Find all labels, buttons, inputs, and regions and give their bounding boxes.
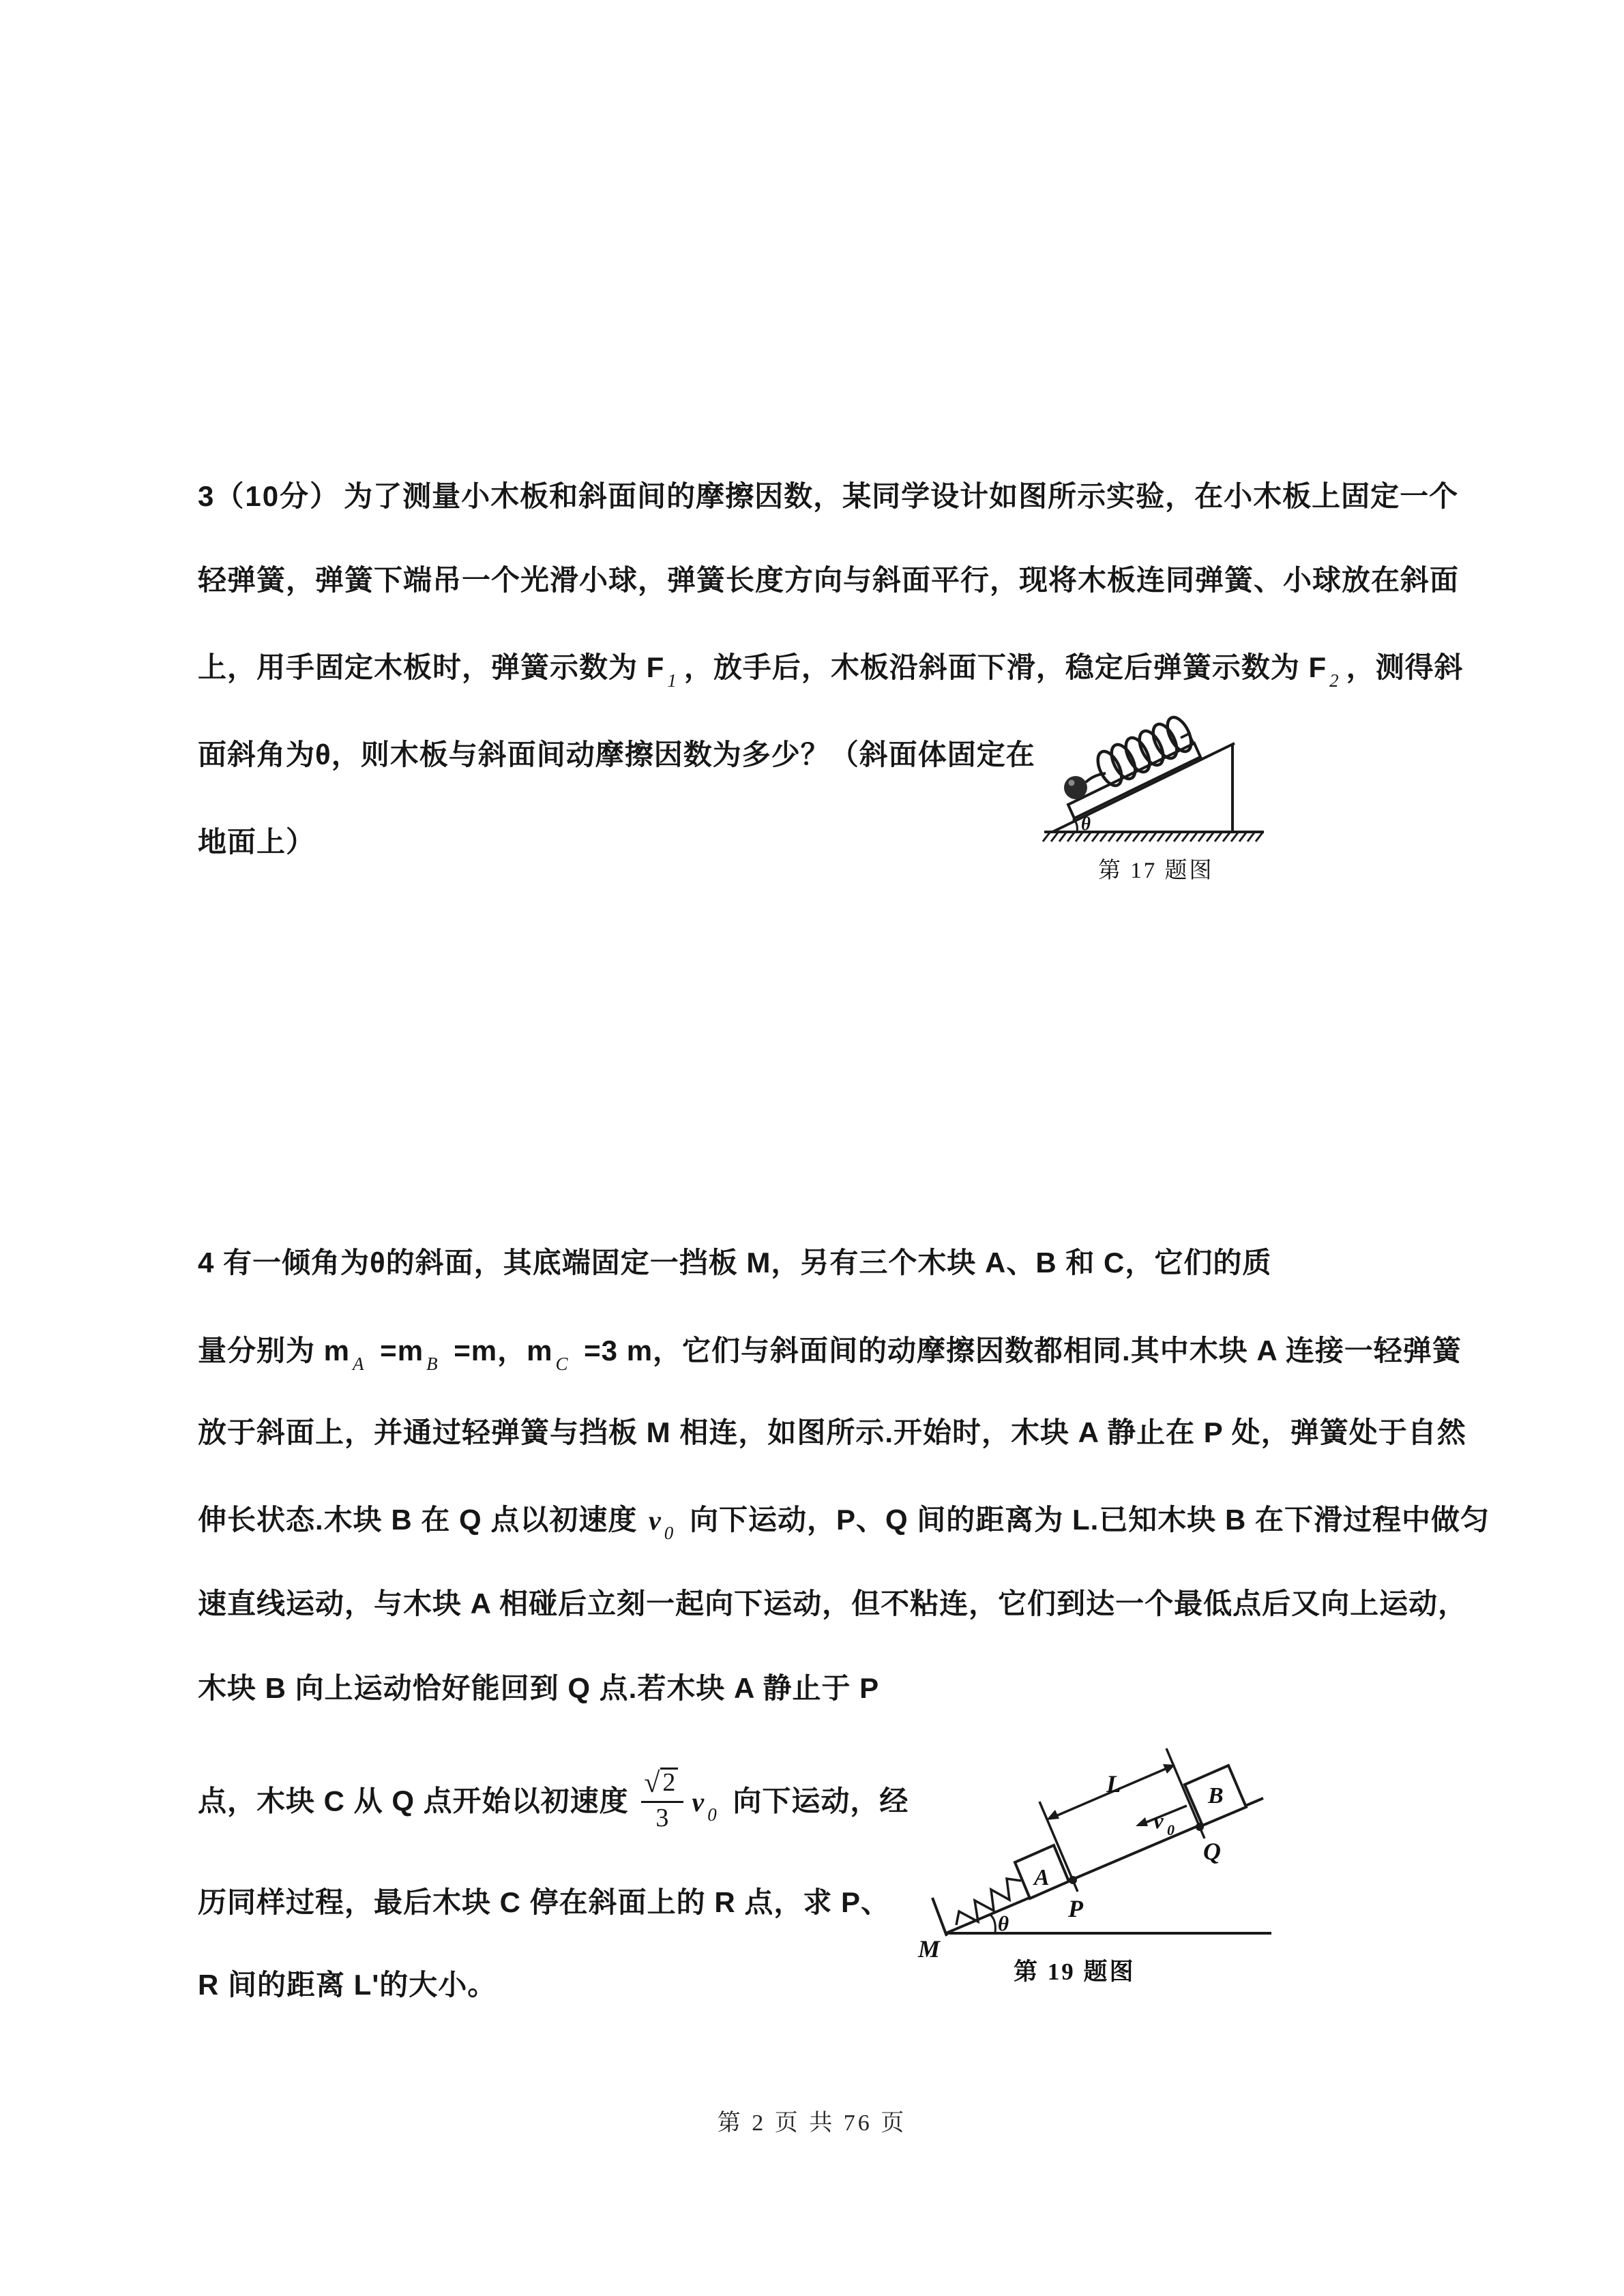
figure-17-caption: 第 17 题图 [1098, 859, 1214, 883]
figure-19-diagram [914, 1732, 1296, 1960]
spring-zigzag [956, 1879, 1021, 1925]
b-label: B [1208, 1783, 1224, 1808]
sqrt-fraction: √ 2 3 [641, 1766, 683, 1832]
problem4-line-6: 木块 B 向上运动恰好能回到 Q 点.若木块 A 静止于 P [198, 1672, 880, 1704]
page-number: 第 2 页 共 76 页 [717, 2111, 907, 2136]
problem4-line-1: 4 有一倾角为θ的斜面，其底端固定一挡板 M，另有三个木块 A、B 和 C，它们的质 [198, 1247, 1272, 1279]
problem3-line-4: 面斜角为θ，则木板与斜面间动摩擦因数为多少？（斜面体固定在 [198, 739, 1035, 771]
problem4-line-3: 放于斜面上，并通过轻弹簧与挡板 M 相连，如图所示.开始时，木块 A 静止在 P 处，弹簧处于自然 [198, 1416, 1466, 1448]
ground-hatching [1043, 833, 1263, 841]
barrier-m [932, 1898, 947, 1936]
v0-arrowhead [1136, 1817, 1148, 1826]
p-label: P [1068, 1895, 1083, 1922]
problem4-line-9: R 间的距离 L'的大小。 [198, 1969, 497, 2001]
spring-top-hook [1181, 734, 1194, 743]
problem3-line-5: 地面上） [198, 826, 316, 858]
theta-label: θ [998, 1911, 1009, 1935]
theta-label: θ [1081, 814, 1091, 834]
a-label: A [1034, 1865, 1050, 1890]
problem4-line-8: 历同样过程，最后木块 C 停在斜面上的 R 点，求 P、 [198, 1886, 891, 1918]
problem3-line-1: 3（10分） 为了测量小木板和斜面间的摩擦因数，某同学设计如图所示实验，在小木板上固定一个 [198, 480, 1459, 512]
m-label: M [918, 1935, 941, 1960]
ball [1064, 776, 1087, 799]
v0-arrow-line [1142, 1806, 1187, 1824]
figure-19-caption: 第 19 题图 [1014, 1958, 1136, 1985]
problem4-line-4: 伸长状态.木块 B 在 Q 点以初速度 v $_0$ 向下运动，P、Q 间的距离为 L.已知木块 B 在下滑过程中做匀 [198, 1504, 1490, 1543]
problem3-line-3: 上，用手固定木板时，弹簧示数为 F $_1$ ，放手后，木板沿斜面下滑，稳定后弹簧示数为 F $_2$ ，测得斜 [198, 651, 1464, 691]
problem3-line-2: 轻弹簧，弹簧下端吊一个光滑小球，弹簧长度方向与斜面平行，现将木板连同弹簧、小球放在斜面 [198, 564, 1460, 596]
q-label: Q [1203, 1838, 1221, 1865]
v0-label: v [1153, 1809, 1164, 1834]
figure-19 [914, 1732, 1296, 1964]
l-label: L [1106, 1770, 1121, 1798]
problem4-line-5: 速直线运动，与木块 A 相碰后立刻一起向下运动，但不粘连，它们到达一个最低点后又向上运动， [198, 1587, 1468, 1620]
figure-17 [1027, 708, 1272, 858]
q-dot [1196, 1823, 1204, 1831]
problem4-line-2: 量分别为 m $_A$ =m $_B$ =m，m $_C$ =3 m，它们与斜面间的动摩擦因数都相同.其中木块 A 连接一轻弹簧 [198, 1335, 1462, 1374]
p-dot [1069, 1876, 1077, 1884]
figure-17-diagram [1027, 708, 1272, 854]
ball-highlight [1069, 780, 1075, 786]
problem4-line-7: 点，木块 C 从 Q 点开始以初速度 √ 2 3 v $_0$ 向下运动，经 [198, 1768, 909, 1833]
v0-sub-label: 0 [1167, 1821, 1175, 1838]
theta-arc [990, 1915, 995, 1933]
l-arrowhead-lower [1046, 1810, 1059, 1820]
